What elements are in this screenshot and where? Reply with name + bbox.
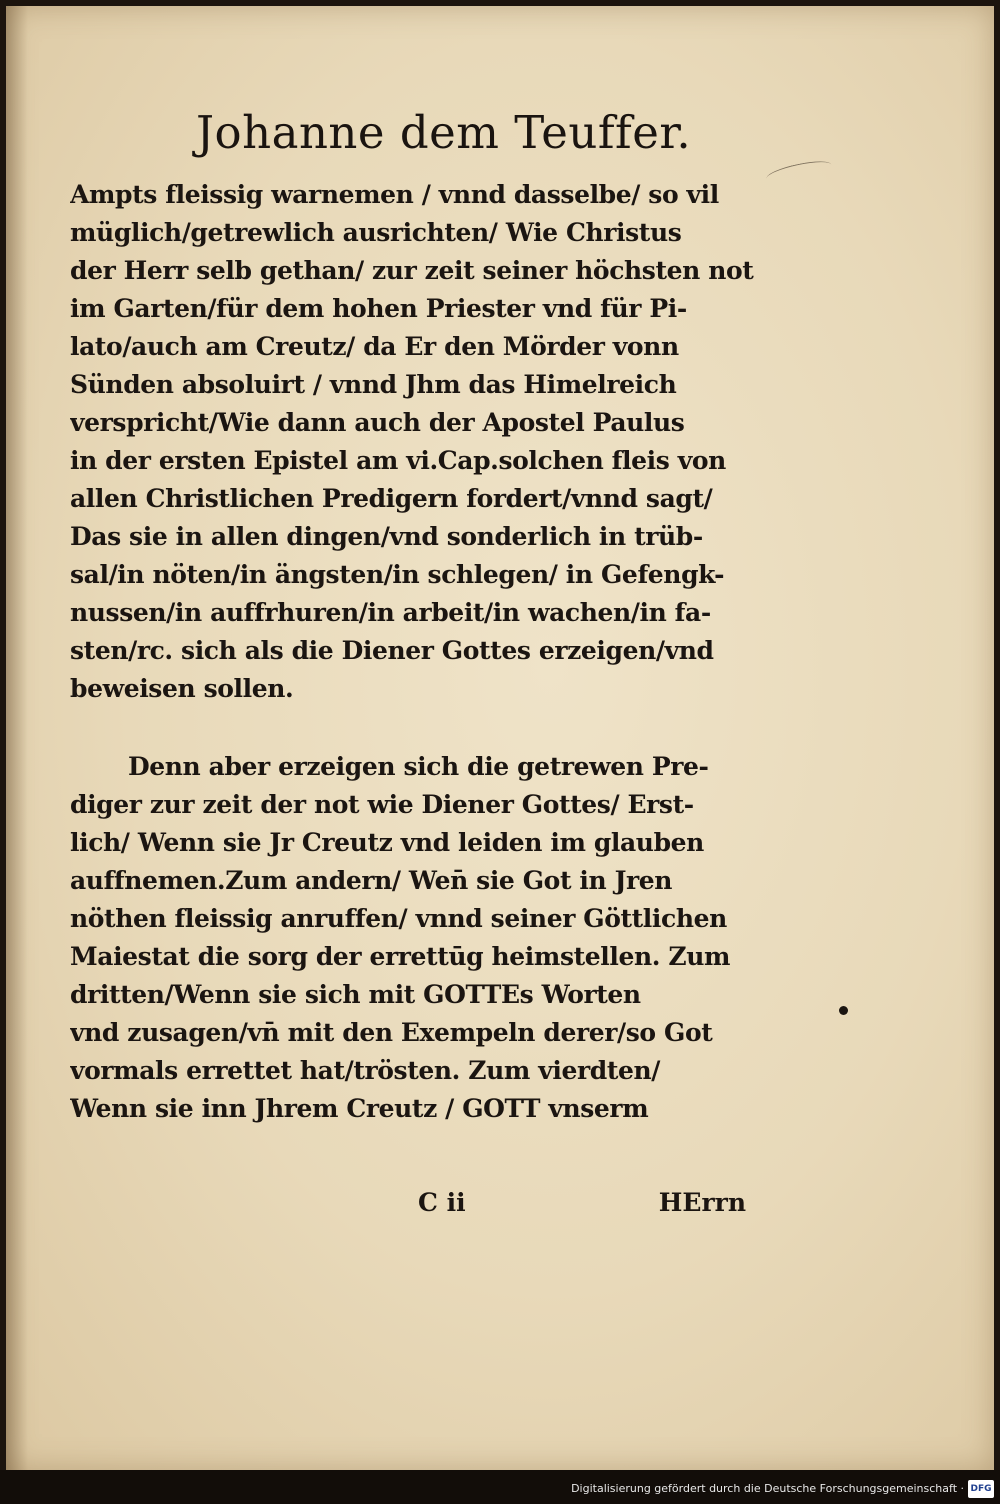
text-line: sten/rc. sich als die Diener Gottes erzeigen/vnd: [70, 636, 714, 665]
text-line: vnd zusagen/vn̄ mit den Exempeln derer/so Got: [70, 1018, 713, 1047]
dfg-logo-icon: DFG: [968, 1480, 994, 1498]
funding-credit: Digitalisierung gefördert durch die Deutsche Forschungsgemeinschaft ·: [571, 1482, 964, 1495]
text-line: im Garten/für dem hohen Priester vnd für Pi-: [70, 294, 687, 323]
text-line: der Herr selb gethan/ zur zeit seiner höchsten not: [70, 256, 754, 285]
page-gutter-shadow: [6, 6, 28, 1470]
book-page: [6, 6, 994, 1470]
text-line: Maiestat die sorg der errettūg heimstellen. Zum: [70, 942, 731, 971]
text-line: dritten/Wenn sie sich mit GOTTEs Worten: [70, 980, 641, 1009]
text-line: allen Christlichen Predigern fordert/vnnd sagt/: [70, 484, 713, 513]
text-line: lich/ Wenn sie Jr Creutz vnd leiden im glauben: [70, 828, 704, 857]
page-footer-line: [70, 1188, 760, 1228]
text-line: vormals errettet hat/trösten. Zum vierdten/: [70, 1056, 660, 1085]
running-head: Johanne dem Teuffer.: [196, 106, 692, 159]
text-line: Denn aber erzeigen sich die getrewen Pre-: [128, 752, 709, 781]
text-line: nöthen fleissig anruffen/ vnnd seiner Göttlichen: [70, 904, 727, 933]
text-line: Ampts fleissig warnemen / vnnd dasselbe/ so vil: [70, 180, 719, 209]
paragraph-gap: [70, 708, 760, 748]
text-line: sal/in nöten/in ängsten/in schlegen/ in Gefengk-: [70, 560, 725, 589]
ink-stroke-mark: [765, 157, 833, 185]
signature-mark: C ii: [418, 1188, 466, 1217]
text-line: Das sie in allen dingen/vnd sonderlich in trüb-: [70, 522, 703, 551]
text-line: verspricht/Wie dann auch der Apostel Paulus: [70, 408, 685, 437]
text-line: diger zur zeit der not wie Diener Gottes/ Erst-: [70, 790, 694, 819]
text-line: auffnemen.Zum andern/ Wen̄ sie Got in Jren: [70, 866, 673, 895]
text-line: lato/auch am Creutz/ da Er den Mörder vonn: [70, 332, 679, 361]
text-line: Wenn sie inn Jhrem Creutz / GOTT vnserm: [70, 1094, 649, 1123]
text-line: müglich/getrewlich ausrichten/ Wie Christus: [70, 218, 682, 247]
text-line: in der ersten Epistel am vi.Cap.solchen fleis von: [70, 446, 726, 475]
viewer-footer: [0, 1470, 1000, 1504]
body-text: [70, 176, 760, 1128]
text-line: Sünden absoluirt / vnnd Jhm das Himelreich: [70, 370, 677, 399]
catchword: HErrn: [658, 1188, 746, 1217]
text-line: beweisen sollen.: [70, 674, 294, 703]
ink-dot-mark: [839, 1006, 848, 1015]
text-line: nussen/in auffrhuren/in arbeit/in wachen/in fa-: [70, 598, 711, 627]
